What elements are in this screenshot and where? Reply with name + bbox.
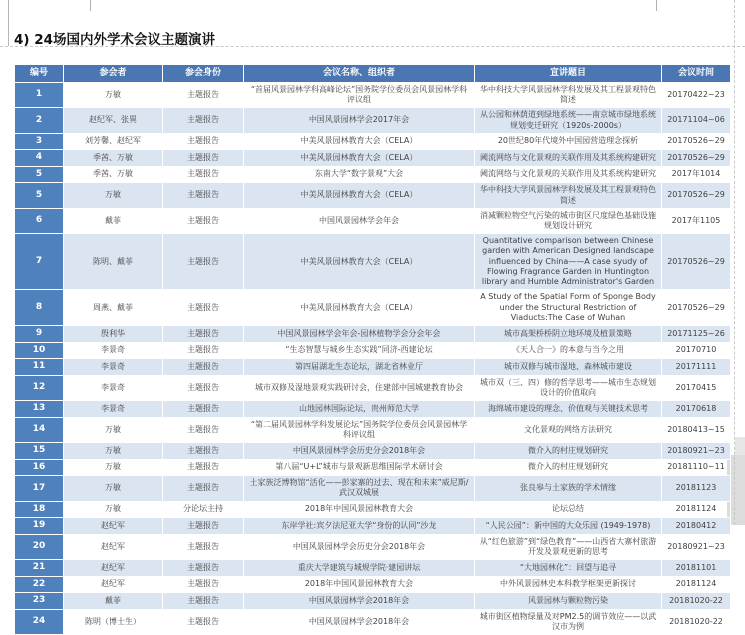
role-cell: 主题报告 bbox=[163, 518, 244, 535]
header-number: 编号 bbox=[15, 65, 64, 83]
role-cell: 主题报告 bbox=[163, 133, 244, 150]
header-row bbox=[15, 65, 731, 83]
header-conference: 会议名称、组织者 bbox=[244, 65, 475, 83]
header-participant: 参会者 bbox=[64, 65, 163, 83]
date-cell: 20180412 bbox=[662, 518, 731, 535]
date-cell: 20181124 bbox=[662, 501, 731, 518]
role-cell: 主题报告 bbox=[163, 443, 244, 460]
conference-cell: “生态智慧与城乡生态实践”同济-西建论坛 bbox=[244, 342, 475, 359]
vertical-guide-line-right bbox=[734, 0, 735, 525]
role-cell: 分论坛主持 bbox=[163, 501, 244, 518]
topic-cell: 城市高架桥桥阴立地环境及植景策略 bbox=[475, 326, 662, 343]
conference-cell: 中国风景园林学会2017年会 bbox=[244, 108, 475, 133]
table-row bbox=[15, 476, 731, 501]
topic-cell: 华中科技大学风景园林学科发展及其工程景观特色简述 bbox=[475, 82, 662, 107]
date-cell: 2017年1105 bbox=[662, 208, 731, 233]
table-body bbox=[15, 82, 731, 634]
topic-cell: 阈流网络与文化景观的关联作用及其系统构建研究 bbox=[475, 150, 662, 167]
participant-cell: 赵纪军 bbox=[64, 534, 163, 559]
conference-table bbox=[14, 64, 731, 635]
role-cell: 主题报告 bbox=[163, 166, 244, 183]
row-number-cell: 13 bbox=[15, 401, 64, 418]
topic-cell: 从“红色旅游”到“绿色教育”——山西省大寨村旅游开发及景观更新的思考 bbox=[475, 534, 662, 559]
conference-cell: 中国风景园林学会2018年会 bbox=[244, 593, 475, 610]
row-number-cell: 2 bbox=[15, 108, 64, 133]
participant-cell: 万敏 bbox=[64, 417, 163, 442]
role-cell: 主题报告 bbox=[163, 234, 244, 290]
row-number-cell: 5 bbox=[15, 166, 64, 183]
table-row bbox=[15, 401, 731, 418]
conference-cell: 中美风景园林教育大会（CELA） bbox=[244, 234, 475, 290]
table-row bbox=[15, 82, 731, 107]
conference-cell: 城市双修及湿地景观实践研讨会，住建部中国城建教育协会 bbox=[244, 375, 475, 400]
date-cell: 20171104~06 bbox=[662, 108, 731, 133]
participant-cell: 李景奇 bbox=[64, 342, 163, 359]
date-cell: 20170415 bbox=[662, 375, 731, 400]
date-cell: 20171125~26 bbox=[662, 326, 731, 343]
conference-cell: 东南大学“数字景观”大会 bbox=[244, 166, 475, 183]
role-cell: 主题报告 bbox=[163, 208, 244, 233]
row-number-cell: 21 bbox=[15, 560, 64, 577]
topic-cell: “人民公园”：新中国的大众乐园 (1949-1978) bbox=[475, 518, 662, 535]
topic-cell: 中外风景园林史本科教学框架更新探讨 bbox=[475, 576, 662, 593]
table-row bbox=[15, 501, 731, 518]
role-cell: 主题报告 bbox=[163, 459, 244, 476]
participant-cell: 万敏 bbox=[64, 476, 163, 501]
participant-cell: 赵纪军 bbox=[64, 560, 163, 577]
role-cell: 主题报告 bbox=[163, 417, 244, 442]
row-number-cell: 16 bbox=[15, 459, 64, 476]
participant-cell: 万敏 bbox=[64, 183, 163, 208]
crop-mark bbox=[656, 0, 657, 11]
topic-cell: 文化景观的网络方法研究 bbox=[475, 417, 662, 442]
table-row bbox=[15, 183, 731, 208]
date-cell: 20170526~29 bbox=[662, 290, 731, 326]
vertical-guide-line-left bbox=[8, 0, 9, 46]
role-cell: 主题报告 bbox=[163, 82, 244, 107]
participant-cell: 李景奇 bbox=[64, 375, 163, 400]
participant-cell: 万敏 bbox=[64, 501, 163, 518]
page-title: 4) 24场国内外学术会议主题演讲 bbox=[14, 32, 216, 48]
role-cell: 主题报告 bbox=[163, 401, 244, 418]
role-cell: 主题报告 bbox=[163, 183, 244, 208]
conference-cell: 中美风景园林教育大会（CELA） bbox=[244, 183, 475, 208]
row-number-cell: 6 bbox=[15, 208, 64, 233]
topic-cell: 城市双修与城市湿地、森林城市建设 bbox=[475, 359, 662, 376]
row-number-cell: 3 bbox=[15, 133, 64, 150]
row-number-cell: 5 bbox=[15, 183, 64, 208]
date-cell: 20181101 bbox=[662, 560, 731, 577]
row-number-cell: 4 bbox=[15, 150, 64, 167]
row-number-cell: 20 bbox=[15, 534, 64, 559]
date-cell: 20171111 bbox=[662, 359, 731, 376]
participant-cell: 刘芳馨、赵纪军 bbox=[64, 133, 163, 150]
topic-cell: 城市双（三、四）修的哲学思考——城市生态规划设计的价值取向 bbox=[475, 375, 662, 400]
table-header bbox=[15, 65, 731, 83]
conference-cell: 山地园林国际论坛，贵州师范大学 bbox=[244, 401, 475, 418]
table-row bbox=[15, 150, 731, 167]
role-cell: 主题报告 bbox=[163, 290, 244, 326]
conference-cell: 重庆大学建筑与城规学院·建园讲坛 bbox=[244, 560, 475, 577]
participant-cell: 周燕、戴菲 bbox=[64, 290, 163, 326]
topic-cell: 海绵城市建设的理念、价值观与关键技术思考 bbox=[475, 401, 662, 418]
role-cell: 主题报告 bbox=[163, 593, 244, 610]
table-row bbox=[15, 208, 731, 233]
participant-cell: 赵纪军 bbox=[64, 518, 163, 535]
conference-cell: 第八届“U+L”城市与景观新思维国际学术研讨会 bbox=[244, 459, 475, 476]
date-cell: 20170526~29 bbox=[662, 183, 731, 208]
conference-cell: 中国风景园林学会历史分会2018年会 bbox=[244, 443, 475, 460]
row-number-cell: 19 bbox=[15, 518, 64, 535]
participant-cell: 陈明（博士生） bbox=[64, 609, 163, 634]
row-number-cell: 7 bbox=[15, 234, 64, 290]
role-cell: 主题报告 bbox=[163, 359, 244, 376]
table-row bbox=[15, 459, 731, 476]
date-cell: 20170526~29 bbox=[662, 150, 731, 167]
participant-cell: 赵纪军 bbox=[64, 576, 163, 593]
topic-cell: Quantitative comparison between Chinese garden with American Designed landscape influenced by China——A case syudy of Flowing Fragrance Garden in Huntington library and Humble Administrator's Garden bbox=[475, 234, 662, 290]
crop-mark bbox=[90, 0, 91, 11]
row-number-cell: 23 bbox=[15, 593, 64, 610]
header-topic: 宣讲题目 bbox=[475, 65, 662, 83]
conference-cell: 中美风景园林教育大会（CELA） bbox=[244, 150, 475, 167]
date-cell: 20170618 bbox=[662, 401, 731, 418]
participant-cell: 赵纪军、张異 bbox=[64, 108, 163, 133]
row-number-cell: 1 bbox=[15, 82, 64, 107]
participant-cell: 李景奇 bbox=[64, 359, 163, 376]
table-row bbox=[15, 609, 731, 634]
topic-cell: 从公园和林荫道到绿地系统——南京城市绿地系统规划变迁研究（1920s-2000s） bbox=[475, 108, 662, 133]
topic-cell: 华中科技大学风景园林学科发展及其工程景观特色简述 bbox=[475, 183, 662, 208]
topic-cell: 城市街区植物绿量及对PM2.5的调节效应——以武汉市为例 bbox=[475, 609, 662, 634]
row-number-cell: 24 bbox=[15, 609, 64, 634]
table-row bbox=[15, 576, 731, 593]
participant-cell: 万敏 bbox=[64, 82, 163, 107]
header-role: 参会身份 bbox=[163, 65, 244, 83]
conference-cell: 东岸学社:宾夕法尼亚大学“身份的认同”沙龙 bbox=[244, 518, 475, 535]
topic-cell: A Study of the Spatial Form of Sponge Body under the Structural Restriction of Viaducts:The Case of Wuhan bbox=[475, 290, 662, 326]
participant-cell: 万敏 bbox=[64, 459, 163, 476]
row-number-cell: 8 bbox=[15, 290, 64, 326]
row-number-cell: 17 bbox=[15, 476, 64, 501]
header-date: 会议时间 bbox=[662, 65, 731, 83]
participant-cell: 李景奇 bbox=[64, 401, 163, 418]
topic-cell: 微介入的村庄规划研究 bbox=[475, 443, 662, 460]
row-number-cell: 10 bbox=[15, 342, 64, 359]
table-row bbox=[15, 518, 731, 535]
table-row bbox=[15, 534, 731, 559]
table-row bbox=[15, 290, 731, 326]
conference-cell: 第四届湖北生态论坛，湖北省林业厅 bbox=[244, 359, 475, 376]
participant-cell: 季茜、万敏 bbox=[64, 166, 163, 183]
row-number-cell: 11 bbox=[15, 359, 64, 376]
row-number-cell: 15 bbox=[15, 443, 64, 460]
conference-cell: 中美风景园林教育大会（CELA） bbox=[244, 133, 475, 150]
date-cell: 20181110~11 bbox=[662, 459, 731, 476]
conference-cell: 土家族泛博物馆“活化——彭家寨的过去、现在和未来”威尼斯/武汉双城展 bbox=[244, 476, 475, 501]
conference-cell: 中国风景园林学会2018年会 bbox=[244, 609, 475, 634]
conference-cell: 中国风景园林学会年会-园林植物学会分会年会 bbox=[244, 326, 475, 343]
role-cell: 主题报告 bbox=[163, 342, 244, 359]
row-number-cell: 14 bbox=[15, 417, 64, 442]
table-row bbox=[15, 133, 731, 150]
role-cell: 主题报告 bbox=[163, 108, 244, 133]
row-number-cell: 12 bbox=[15, 375, 64, 400]
conference-cell: 中国风景园林学会年会 bbox=[244, 208, 475, 233]
table-row bbox=[15, 375, 731, 400]
date-cell: 20181123 bbox=[662, 476, 731, 501]
topic-cell: 风景园林与颗粒物污染 bbox=[475, 593, 662, 610]
conference-cell: 中美风景园林教育大会（CELA） bbox=[244, 290, 475, 326]
table-row bbox=[15, 560, 731, 577]
table-row bbox=[15, 108, 731, 133]
date-cell: 20170710 bbox=[662, 342, 731, 359]
topic-cell: 微介入的村庄规划研究 bbox=[475, 459, 662, 476]
topic-cell: 张良皋与土家族的学术情缘 bbox=[475, 476, 662, 501]
table-row bbox=[15, 359, 731, 376]
date-cell: 20170526~29 bbox=[662, 234, 731, 290]
role-cell: 主题报告 bbox=[163, 534, 244, 559]
topic-cell: “大地园林化”：回望与追寻 bbox=[475, 560, 662, 577]
conference-cell: 2018年中国风景园林教育大会 bbox=[244, 576, 475, 593]
participant-cell: 戴菲 bbox=[64, 208, 163, 233]
conference-cell: 中国风景园林学会历史分会2018年会 bbox=[244, 534, 475, 559]
participant-cell: 殷利华 bbox=[64, 326, 163, 343]
role-cell: 主题报告 bbox=[163, 476, 244, 501]
table-row bbox=[15, 443, 731, 460]
conference-cell: “首届风景园林学科高峰论坛”国务院学位委员会风景园林学科评议组 bbox=[244, 82, 475, 107]
date-cell: 20180413~15 bbox=[662, 417, 731, 442]
topic-cell: 论坛总结 bbox=[475, 501, 662, 518]
table-row bbox=[15, 166, 731, 183]
conference-cell: 2018年中国风景园林教育大会 bbox=[244, 501, 475, 518]
participant-cell: 季茜、万敏 bbox=[64, 150, 163, 167]
date-cell: 20170422~23 bbox=[662, 82, 731, 107]
table-row bbox=[15, 326, 731, 343]
row-number-cell: 18 bbox=[15, 501, 64, 518]
role-cell: 主题报告 bbox=[163, 326, 244, 343]
participant-cell: 万敏 bbox=[64, 443, 163, 460]
participant-cell: 戴菲 bbox=[64, 593, 163, 610]
role-cell: 主题报告 bbox=[163, 375, 244, 400]
role-cell: 主题报告 bbox=[163, 576, 244, 593]
date-cell: 20170526~29 bbox=[662, 133, 731, 150]
conference-cell: “第二届风景园林学科发展论坛”国务院学位委员会风景园林学科评议组 bbox=[244, 417, 475, 442]
date-cell: 20180921~23 bbox=[662, 443, 731, 460]
topic-cell: 《天人合一》的本意与当今之用 bbox=[475, 342, 662, 359]
table-row bbox=[15, 342, 731, 359]
table-row bbox=[15, 417, 731, 442]
topic-cell: 20世纪80年代境外中国园营造理念探析 bbox=[475, 133, 662, 150]
participant-cell: 陈明、戴菲 bbox=[64, 234, 163, 290]
role-cell: 主题报告 bbox=[163, 150, 244, 167]
date-cell: 2017年1014 bbox=[662, 166, 731, 183]
role-cell: 主题报告 bbox=[163, 609, 244, 634]
date-cell: 20180921~23 bbox=[662, 534, 731, 559]
table-row bbox=[15, 593, 731, 610]
role-cell: 主题报告 bbox=[163, 560, 244, 577]
row-number-cell: 9 bbox=[15, 326, 64, 343]
row-number-cell: 22 bbox=[15, 576, 64, 593]
date-cell: 20181020-22 bbox=[662, 593, 731, 610]
topic-cell: 消减颗粒物空气污染的城市街区尺度绿色基础设施规划设计研究 bbox=[475, 208, 662, 233]
date-cell: 20181124 bbox=[662, 576, 731, 593]
table-row bbox=[15, 234, 731, 290]
date-cell: 20181020-22 bbox=[662, 609, 731, 634]
topic-cell: 阈流网络与文化景观的关联作用及其系统构建研究 bbox=[475, 166, 662, 183]
